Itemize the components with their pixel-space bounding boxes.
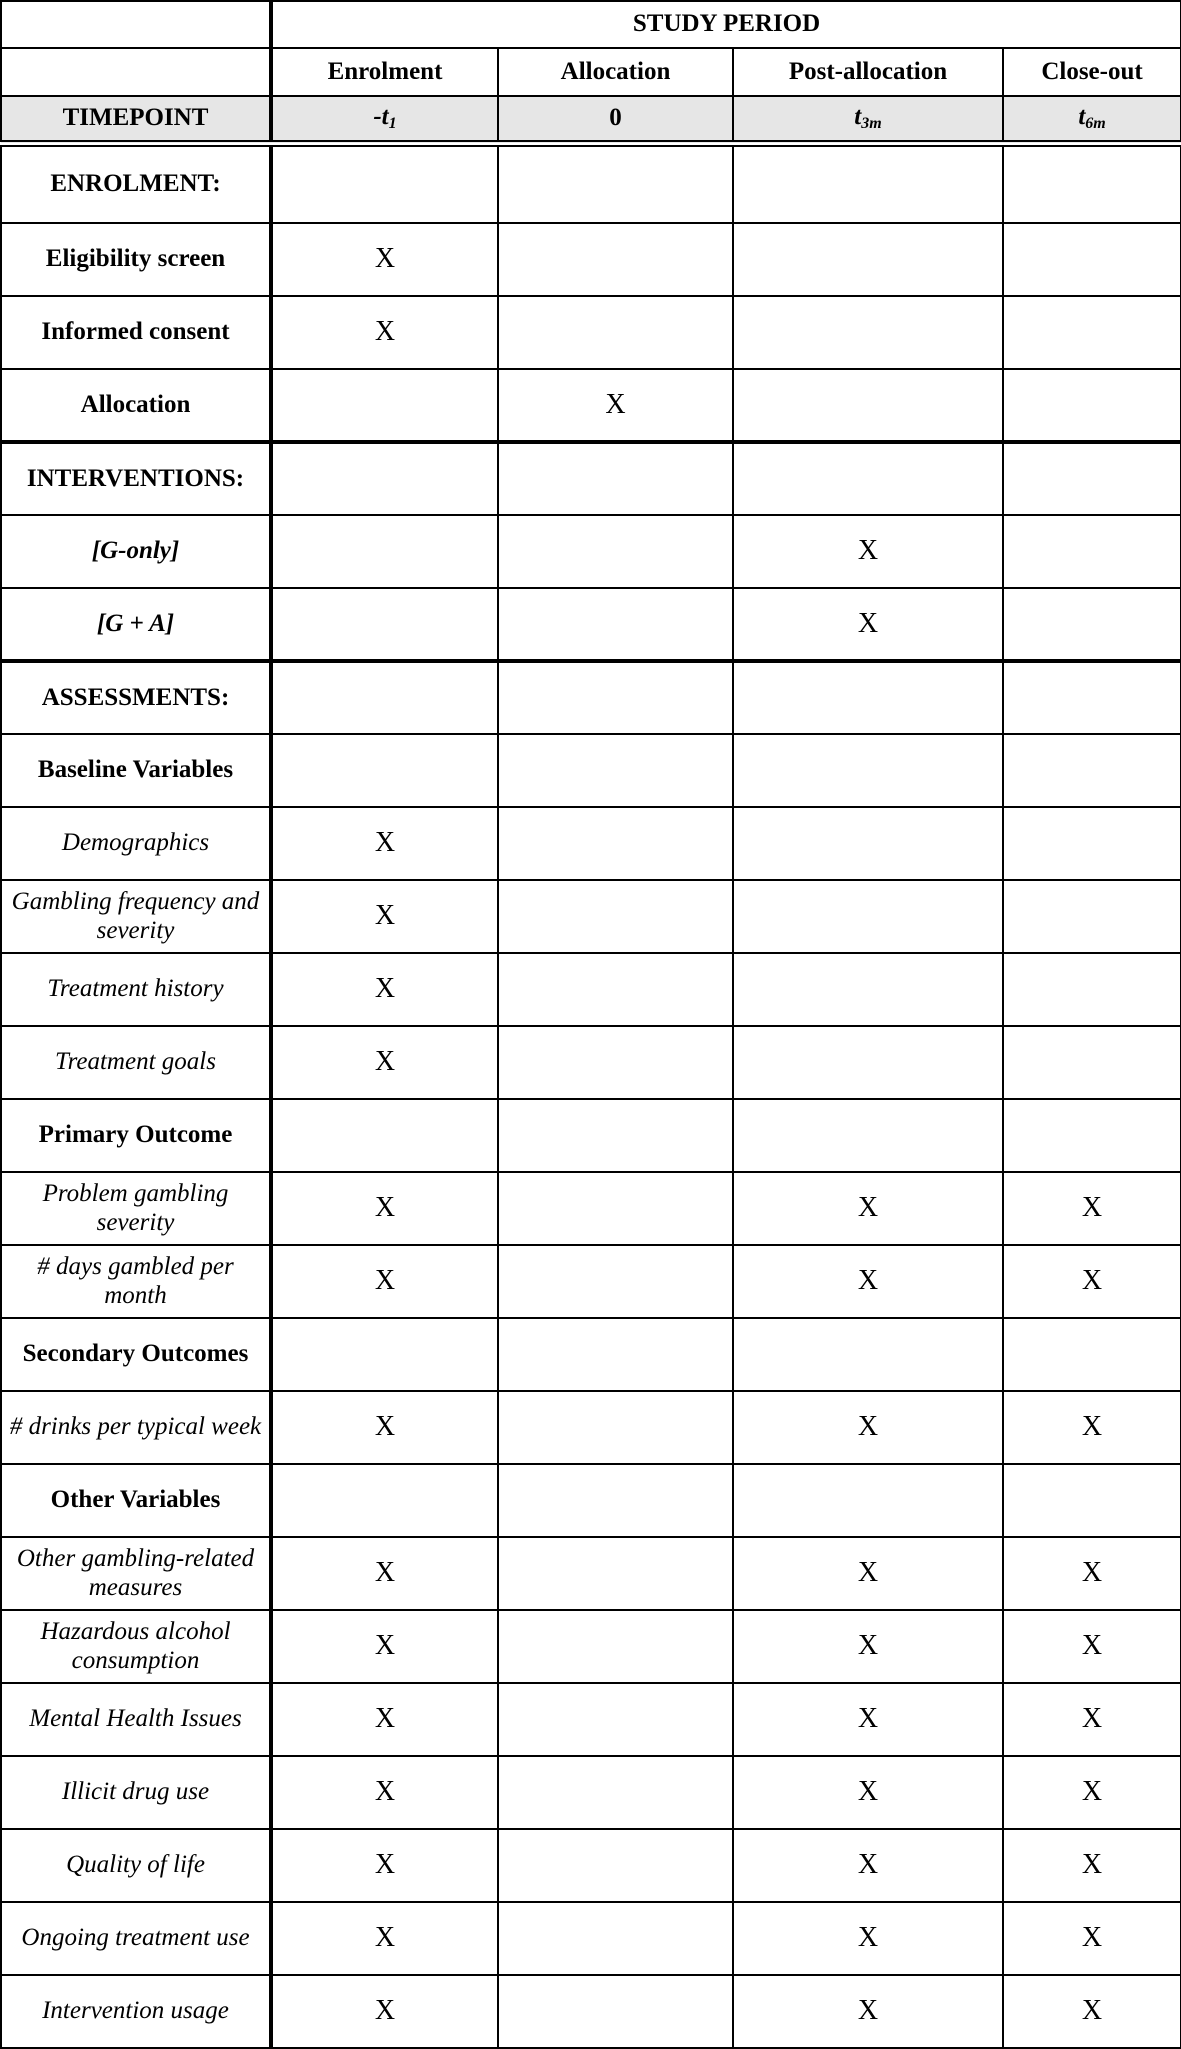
cell-allocation [498, 515, 733, 588]
row-label-text: Treatment goals [55, 1048, 216, 1076]
cell-enrolment [271, 442, 498, 515]
row-label [1, 953, 271, 1026]
row-label [1, 296, 271, 369]
cell-post-allocation [733, 442, 1003, 515]
schedule-row [1, 1610, 1181, 1683]
cell-enrolment [271, 1391, 498, 1464]
schedule-mark: X [374, 1192, 396, 1224]
row-label-text: Other Variables [50, 1486, 221, 1514]
schedule-mark: X [374, 1849, 396, 1881]
cell-close-out [1003, 1245, 1181, 1318]
schedule-row [1, 1537, 1181, 1610]
cell-enrolment [271, 1026, 498, 1099]
cell-close-out [1003, 1902, 1181, 1975]
cell-close-out [1003, 1172, 1181, 1245]
cell-allocation [498, 1829, 733, 1902]
phase-row [1, 48, 1181, 96]
schedule-mark: X [857, 1630, 879, 1662]
schedule-mark: X [374, 243, 396, 275]
schedule-mark: X [605, 388, 626, 420]
row-label [1, 1902, 271, 1975]
timepoint-row [1, 96, 1181, 143]
schedule-mark: X [374, 316, 396, 348]
cell-enrolment [271, 1537, 498, 1610]
cell-post-allocation [733, 588, 1003, 661]
cell-enrolment [271, 1829, 498, 1902]
cell-enrolment [271, 1902, 498, 1975]
row-label-text: Gambling frequency and severity [11, 887, 260, 944]
cell-allocation [498, 1610, 733, 1683]
schedule-mark: X [857, 1411, 879, 1443]
cell-allocation [498, 1902, 733, 1975]
cell-allocation [498, 296, 733, 369]
row-label-text: Baseline Variables [37, 756, 234, 784]
cell-post-allocation [733, 661, 1003, 734]
cell-allocation [498, 369, 733, 442]
schedule-row [1, 1829, 1181, 1902]
schedule-row [1, 661, 1181, 734]
cell-post-allocation [733, 1537, 1003, 1610]
cell-close-out [1003, 1829, 1181, 1902]
row-label-text: # days gambled per month [37, 1252, 234, 1309]
cell-post-allocation [733, 1902, 1003, 1975]
cell-close-out [1003, 1683, 1181, 1756]
schedule-row [1, 1318, 1181, 1391]
cell-close-out [1003, 442, 1181, 515]
schedule-row [1, 369, 1181, 442]
schedule-mark: X [1081, 1849, 1103, 1881]
row-label [1, 223, 271, 296]
schedule-row [1, 1391, 1181, 1464]
cell-close-out [1003, 1537, 1181, 1610]
cell-enrolment [271, 515, 498, 588]
schedule-row [1, 1683, 1181, 1756]
cell-close-out [1003, 1756, 1181, 1829]
cell-post-allocation [733, 515, 1003, 588]
cell-allocation [498, 442, 733, 515]
cell-close-out [1003, 1318, 1181, 1391]
row-label-text: Informed consent [41, 318, 230, 346]
row-label [1, 1245, 271, 1318]
cell-enrolment [271, 1318, 498, 1391]
cell-post-allocation [733, 1318, 1003, 1391]
cell-post-allocation [733, 1756, 1003, 1829]
cell-close-out [1003, 1099, 1181, 1172]
row-label [1, 1464, 271, 1537]
cell-enrolment [271, 1610, 498, 1683]
timepoint-enrolment: $-t_1$ [271, 96, 498, 143]
cell-allocation [498, 807, 733, 880]
cell-enrolment [271, 661, 498, 734]
cell-enrolment [271, 953, 498, 1026]
row-label [1, 1537, 271, 1610]
schedule-row [1, 223, 1181, 296]
schedule-mark: X [857, 1776, 879, 1808]
schedule-mark: X [1081, 1703, 1103, 1735]
schedule-mark: X [374, 1995, 396, 2027]
cell-close-out [1003, 1026, 1181, 1099]
cell-post-allocation [733, 223, 1003, 296]
row-label-text: Problem gambling severity [42, 1179, 229, 1236]
cell-enrolment [271, 807, 498, 880]
row-label [1, 143, 271, 223]
row-label-text: Hazardous alcohol consumption [40, 1617, 231, 1674]
phase-enrolment: Enrolment [271, 48, 498, 96]
cell-enrolment [271, 296, 498, 369]
row-label [1, 442, 271, 515]
timepoint-label: TIMEPOINT [1, 96, 271, 143]
corner-cell-2 [1, 48, 271, 96]
row-label-text: [G + A] [96, 609, 175, 637]
schedule-row [1, 1464, 1181, 1537]
cell-close-out [1003, 953, 1181, 1026]
phase-allocation: Allocation [498, 48, 733, 96]
row-label [1, 1026, 271, 1099]
cell-allocation [498, 880, 733, 953]
cell-allocation [498, 1318, 733, 1391]
schedule-row [1, 1756, 1181, 1829]
cell-enrolment [271, 223, 498, 296]
cell-post-allocation [733, 1610, 1003, 1683]
row-label [1, 1610, 271, 1683]
cell-enrolment [271, 880, 498, 953]
row-label-text: Quality of life [66, 1851, 205, 1879]
schedule-row [1, 442, 1181, 515]
schedule-mark: X [857, 535, 879, 567]
schedule-mark: X [857, 1192, 879, 1224]
cell-allocation [498, 223, 733, 296]
cell-allocation [498, 661, 733, 734]
cell-allocation [498, 1464, 733, 1537]
cell-enrolment [271, 1464, 498, 1537]
schedule-row [1, 1172, 1181, 1245]
cell-allocation [498, 1245, 733, 1318]
row-label [1, 1756, 271, 1829]
schedule-mark: X [857, 607, 879, 639]
cell-close-out [1003, 1391, 1181, 1464]
row-label-text: ENROLMENT: [50, 169, 221, 197]
row-label [1, 1099, 271, 1172]
row-label [1, 1829, 271, 1902]
phase-close-out: Close-out [1003, 48, 1181, 96]
schedule-mark: X [374, 973, 396, 1005]
row-label-text: [G-only] [91, 537, 180, 565]
row-label [1, 1318, 271, 1391]
cell-allocation [498, 734, 733, 807]
row-label [1, 1683, 271, 1756]
schedule-row [1, 734, 1181, 807]
timepoint-allocation: 0 [498, 96, 733, 143]
cell-post-allocation [733, 880, 1003, 953]
cell-post-allocation [733, 1464, 1003, 1537]
cell-enrolment [271, 369, 498, 442]
schedule-row [1, 880, 1181, 953]
row-label-text: Intervention usage [42, 1997, 229, 2025]
schedule-mark: X [1081, 1630, 1103, 1662]
cell-enrolment [271, 1172, 498, 1245]
row-label [1, 369, 271, 442]
schedule-mark: X [1081, 1922, 1103, 1954]
cell-allocation [498, 1683, 733, 1756]
cell-allocation [498, 1756, 733, 1829]
timepoint-close-out: $t_{6m}$ [1003, 96, 1181, 143]
row-label [1, 1391, 271, 1464]
row-label-text: ASSESSMENTS: [41, 683, 230, 711]
cell-post-allocation [733, 734, 1003, 807]
cell-enrolment [271, 1245, 498, 1318]
timepoint-post-allocation: $t_{3m}$ [733, 96, 1003, 143]
cell-enrolment [271, 1756, 498, 1829]
phase-post-allocation: Post-allocation [733, 48, 1003, 96]
cell-allocation [498, 1099, 733, 1172]
cell-post-allocation [733, 296, 1003, 369]
schedule-row [1, 1099, 1181, 1172]
row-label-text: INTERVENTIONS: [26, 464, 245, 492]
schedule-row [1, 143, 1181, 223]
cell-post-allocation [733, 369, 1003, 442]
schedule-mark: X [1081, 1557, 1103, 1589]
cell-post-allocation [733, 1683, 1003, 1756]
cell-close-out [1003, 515, 1181, 588]
cell-allocation [498, 1026, 733, 1099]
schedule-mark: X [1081, 1776, 1103, 1808]
schedule-mark: X [857, 1849, 879, 1881]
row-label-text: Primary Outcome [38, 1121, 233, 1149]
cell-close-out [1003, 588, 1181, 661]
schedule-mark: X [374, 1265, 396, 1297]
cell-post-allocation [733, 143, 1003, 223]
schedule-mark: X [1081, 1192, 1103, 1224]
cell-post-allocation [733, 1245, 1003, 1318]
schedule-mark: X [374, 1776, 396, 1808]
schedule-mark: X [374, 1411, 396, 1443]
cell-enrolment [271, 588, 498, 661]
schedule-mark: X [1081, 1265, 1103, 1297]
row-label [1, 807, 271, 880]
schedule-row [1, 1902, 1181, 1975]
row-label-text: # drinks per typical week [9, 1413, 262, 1441]
schedule-mark: X [1081, 1995, 1103, 2027]
cell-post-allocation [733, 1829, 1003, 1902]
study-period-row [1, 1, 1181, 48]
schedule-mark: X [374, 900, 396, 932]
row-label-text: Ongoing treatment use [21, 1924, 250, 1952]
row-label-text: Secondary Outcomes [22, 1340, 249, 1368]
row-label-text: Other gambling-related measures [16, 1544, 255, 1601]
cell-close-out [1003, 1975, 1181, 2048]
cell-enrolment [271, 143, 498, 223]
cell-post-allocation [733, 1172, 1003, 1245]
schedule-row [1, 1975, 1181, 2048]
schedule-row [1, 807, 1181, 880]
cell-post-allocation [733, 1391, 1003, 1464]
row-label [1, 880, 271, 953]
schedule-row [1, 515, 1181, 588]
schedule-mark: X [374, 1046, 396, 1078]
cell-close-out [1003, 661, 1181, 734]
row-label [1, 1172, 271, 1245]
schedule-mark: X [374, 1557, 396, 1589]
row-label-text: Mental Health Issues [29, 1705, 242, 1733]
row-label-text: Demographics [61, 829, 210, 857]
schedule-mark: X [857, 1703, 879, 1735]
cell-enrolment [271, 734, 498, 807]
cell-enrolment [271, 1683, 498, 1756]
cell-allocation [498, 1391, 733, 1464]
row-label-text: Treatment history [47, 975, 224, 1003]
schedule-mark: X [374, 1630, 396, 1662]
cell-post-allocation [733, 1975, 1003, 2048]
schedule-mark: X [857, 1557, 879, 1589]
schedule-mark: X [374, 1703, 396, 1735]
schedule-mark: X [1081, 1411, 1103, 1443]
cell-close-out [1003, 880, 1181, 953]
schedule-row [1, 953, 1181, 1026]
cell-allocation [498, 953, 733, 1026]
row-label [1, 515, 271, 588]
row-label [1, 661, 271, 734]
cell-post-allocation [733, 1026, 1003, 1099]
row-label-text: Allocation [80, 390, 191, 418]
schedule-mark: X [857, 1265, 879, 1297]
cell-allocation [498, 1172, 733, 1245]
schedule-mark: X [374, 1922, 396, 1954]
cell-post-allocation [733, 953, 1003, 1026]
cell-allocation [498, 143, 733, 223]
schedule-row [1, 1245, 1181, 1318]
row-label [1, 734, 271, 807]
cell-close-out [1003, 1464, 1181, 1537]
study-period-heading: STUDY PERIOD [271, 1, 1181, 48]
schedule-row [1, 1026, 1181, 1099]
cell-allocation [498, 1537, 733, 1610]
row-label [1, 588, 271, 661]
schedule-mark: X [857, 1922, 879, 1954]
cell-close-out [1003, 807, 1181, 880]
cell-close-out [1003, 734, 1181, 807]
row-label [1, 1975, 271, 2048]
row-label-text: Eligibility screen [45, 245, 226, 273]
schedule-mark: X [857, 1995, 879, 2027]
schedule-row [1, 296, 1181, 369]
cell-post-allocation [733, 1099, 1003, 1172]
cell-close-out [1003, 296, 1181, 369]
schedule-row [1, 588, 1181, 661]
cell-allocation [498, 588, 733, 661]
cell-close-out [1003, 1610, 1181, 1683]
cell-close-out [1003, 223, 1181, 296]
cell-allocation [498, 1975, 733, 2048]
cell-close-out [1003, 369, 1181, 442]
cell-enrolment [271, 1099, 498, 1172]
cell-close-out [1003, 143, 1181, 223]
row-label-text: Illicit drug use [61, 1778, 210, 1806]
cell-post-allocation [733, 807, 1003, 880]
corner-cell [1, 1, 271, 48]
cell-enrolment [271, 1975, 498, 2048]
schedule-mark: X [374, 827, 396, 859]
